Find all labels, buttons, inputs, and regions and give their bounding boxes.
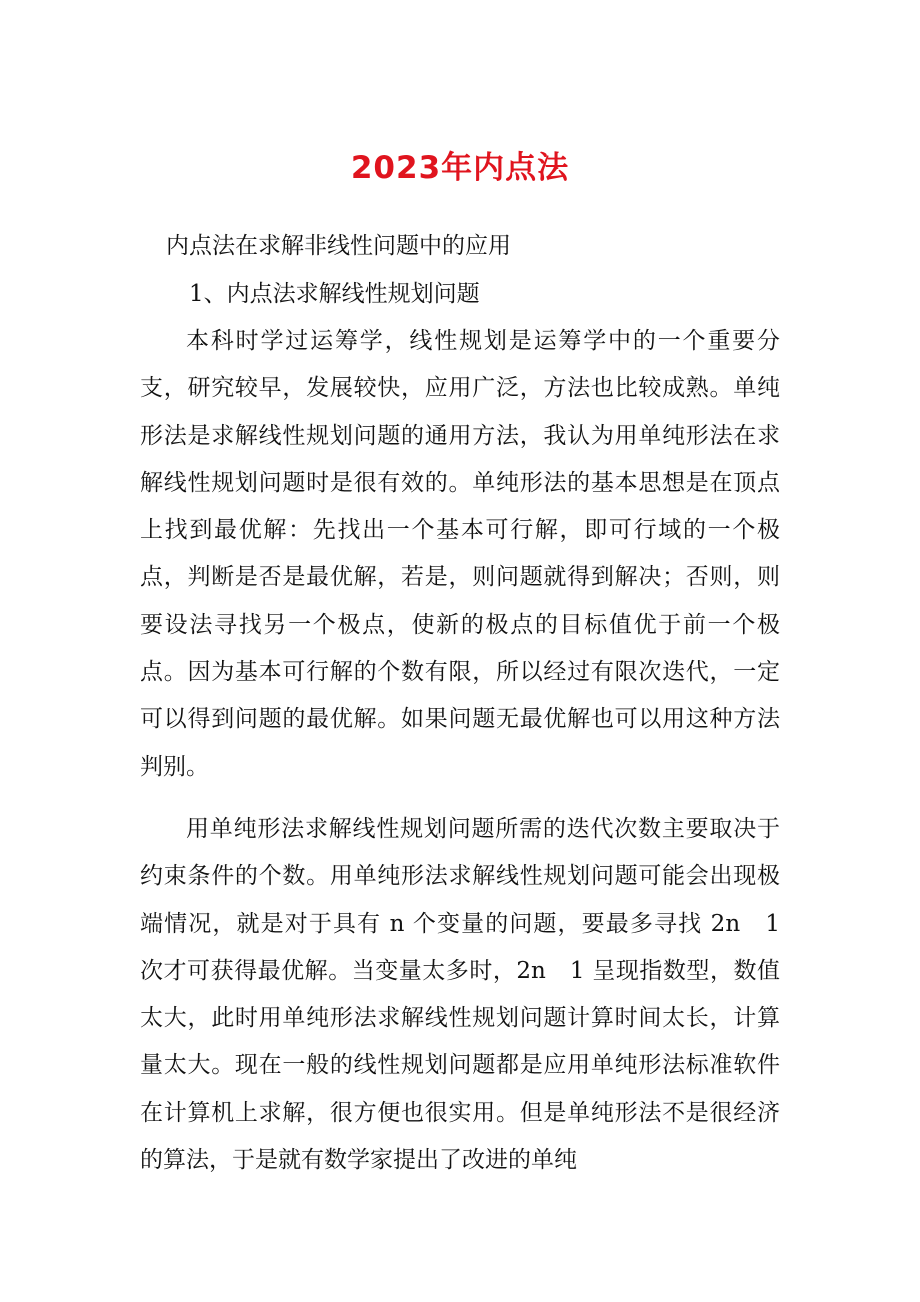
document-title: 2023年内点法 [350,150,570,186]
subheading: 内点法在求解非线性问题中的应用 [166,233,511,259]
section-heading: 1、内点法求解线性规划问题 [189,281,480,307]
paragraph-2: 用单纯形法求解线性规划问题所需的迭代次数主要取决于约束条件的个数。用单纯形法求解线性规划问题可能会出现极端情况，就是对于具有 n 个变量的问题，要最多寻找 2n 1 次才可获得最优解。当变量太多时，2n 1 呈现指数型，数值太大，此时用单纯形法求解线性规划问题计算时间太长，计算量太大。现在一般的线性规划问题都是应用单纯形法标准软件在计算机上求解，很方便也很实用。但是单纯形法不是很经济的算法，于是就有数学家提出了改进的单纯 [140,816,780,1174]
paragraph-1: 本科时学过运筹学，线性规划是运筹学中的一个重要分支，研究较早，发展较快，应用广泛，方法也比较成熟。单纯形法是求解线性规划问题的通用方法，我认为用单纯形法在求解线性规划问题时是很有效的。单纯形法的基本思想是在顶点上找到最优解：先找出一个基本可行解，即可行域的一个极点，判断是否是最优解，若是，则问题就得到解决；否则，则要设法寻找另一个极点，使新的极点的目标值优于前一个极点。因为基本可行解的个数有限，所以经过有限次迭代，一定可以得到问题的最优解。如果问题无最优解也可以用这种方法判别。 [140,328,780,780]
